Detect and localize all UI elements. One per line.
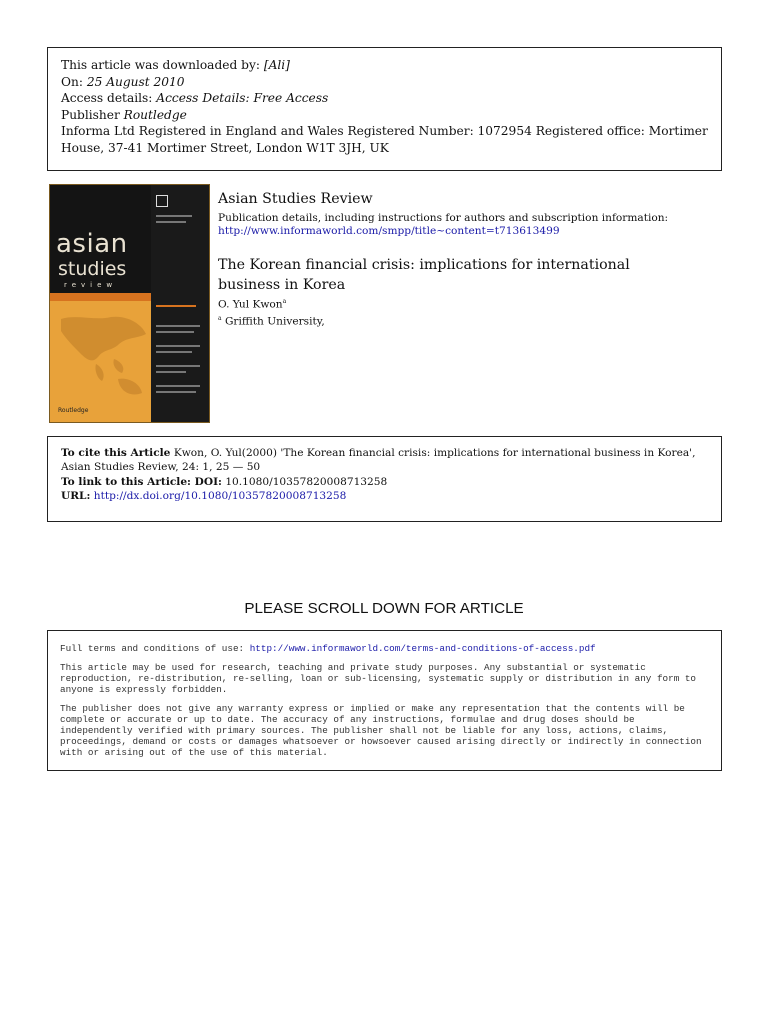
doi-label: To link to this Article: DOI: [61,475,222,488]
terms-box [47,630,722,771]
publisher-value: Routledge [123,107,187,122]
journal-logo-icon [156,195,168,207]
doi-url-link[interactable]: http://dx.doi.org/10.1080/10357820008713258 [93,490,347,503]
journal-cover-image [49,184,210,423]
journal-info [218,191,718,329]
url-row [61,489,709,503]
citation-box [47,436,722,522]
journal-url-link[interactable]: http://www.informaworld.com/smpp/title~content=t713613499 [218,225,560,237]
cover-title-asian: asian [56,229,128,259]
terms-line: Full terms and conditions of use: http://www.informaworld.com/terms-and-conditions-of-access.pdf [60,643,596,654]
downloaded-by-value: [Ali] [263,58,290,72]
publication-details: Publication details, including instructions for authors and subscription information: [218,212,669,224]
asia-map-graphic [56,309,148,399]
download-info-box [47,47,722,171]
affiliation-superscript: a [218,314,222,322]
article-title: The Korean financial crisis: implications for international business in Korea [218,257,630,293]
cover-title-review: review [64,281,118,289]
scroll-down-notice: PLEASE SCROLL DOWN FOR ARTICLE [244,600,524,617]
terms-url-link[interactable]: http://www.informaworld.com/terms-and-conditions-of-access.pdf [249,643,596,654]
cover-publisher-mark: Routledge [58,407,89,414]
access-details-value: Access Details: Free Access [156,91,329,106]
author-affiliation: $^a$ Griffith University, [218,314,325,328]
doi-value: 10.1080/10357820008713258 [225,475,388,488]
url-label: URL: [61,490,91,503]
terms-disclaimer-paragraph: The publisher does not give any warranty express or implied or make any representation that the contents will be complete or accurate or up to date. The accuracy of any instructions, formulae and drug doses should be independently verified with primary sources. The publisher shall not be liable for any loss, actions, claims, proceedings, demand or costs or damages whatsoever or howsoever caused arising directly or indirectly in connection with or arising out of the use of this material. [60,703,702,758]
registration-info: Informa Ltd Registered in England and Wales Registered Number: 1072954 Registered office: Mortimer House, 37-41 Mortimer Street, London W1T 3JH, UK [61,124,708,155]
download-date-row: On: 25 August 2010 [61,74,185,89]
download-date-value: 25 August 2010 [86,74,185,89]
journal-title: Asian Studies Review [218,191,373,207]
article-author: O. Yul Kwon$^a$ [218,298,287,311]
terms-usage-paragraph: This article may be used for research, teaching and private study purposes. Any substantial or systematic reproduction, re-distribution, re-selling, loan or sub-licensing, systematic supply or distribution in any form to anyone is expressly forbidden. [60,662,697,695]
cite-label: To cite this Article [61,447,171,459]
downloaded-by-row: This article was downloaded by: [Ali] [61,58,290,72]
cite-text: Kwon, O. Yul(2000) 'The Korean financial crisis: implications for international business in Korea', Asian Studies Review, 24: 1, 25 — 50 [61,447,696,474]
doi-row [61,475,709,489]
access-details-row: Access details: Access Details: Free Access [61,91,329,106]
cite-row [61,446,709,475]
cover-title-studies: studies [58,258,127,280]
author-superscript: a [282,298,287,305]
publisher-row: Publisher Routledge [61,107,187,122]
